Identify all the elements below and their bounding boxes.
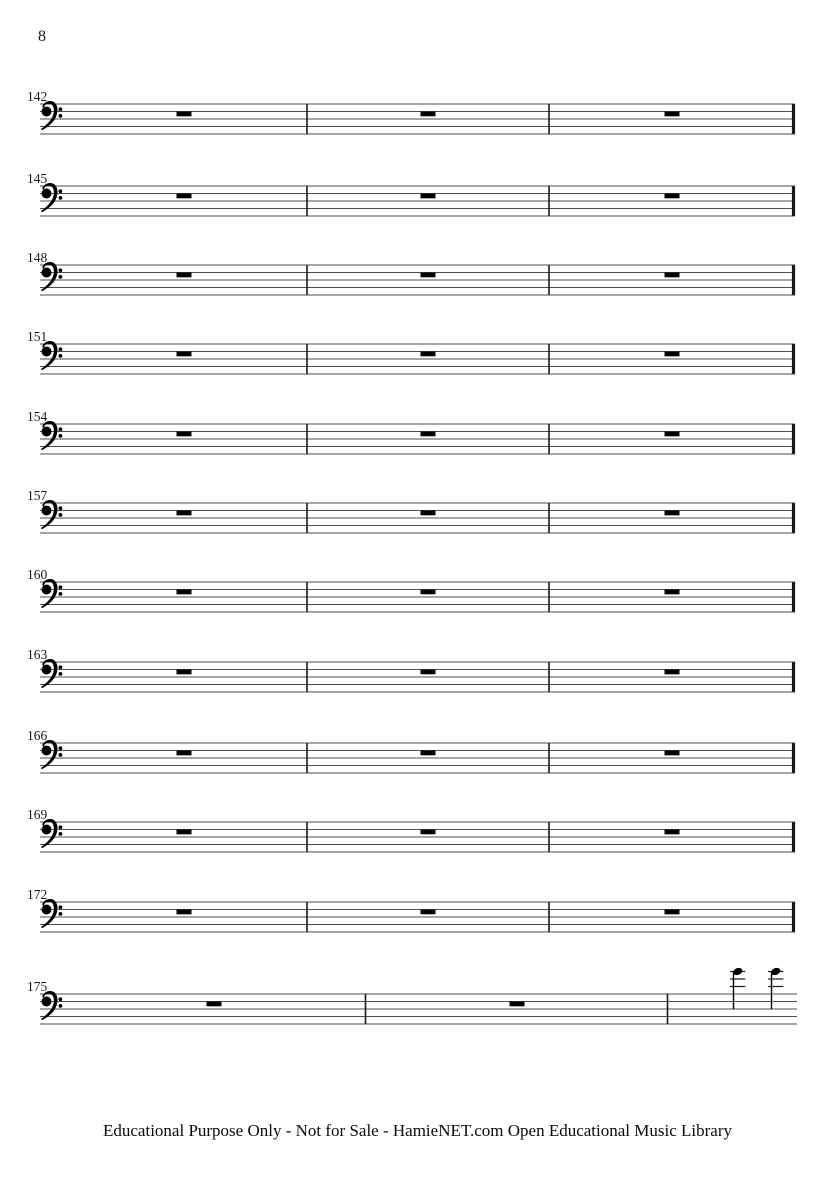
staff bbox=[0, 71, 835, 141]
staff bbox=[0, 311, 835, 381]
bass-clef-icon bbox=[41, 579, 62, 608]
staff-system-154 bbox=[0, 391, 835, 461]
whole-rest bbox=[421, 750, 436, 755]
staff bbox=[0, 391, 835, 461]
staff-system-157 bbox=[0, 470, 835, 540]
staff-system-166 bbox=[0, 710, 835, 780]
whole-rest bbox=[421, 431, 436, 436]
bass-clef-icon bbox=[41, 500, 62, 529]
whole-rest bbox=[421, 194, 436, 199]
measure-number: 154 bbox=[27, 408, 48, 424]
page-number: 8 bbox=[38, 28, 46, 45]
whole-rest bbox=[421, 590, 436, 595]
measure-number: 175 bbox=[27, 978, 48, 994]
measure-number: 142 bbox=[27, 89, 48, 104]
whole-rest bbox=[665, 272, 680, 277]
whole-rest bbox=[177, 830, 192, 835]
whole-rest bbox=[421, 669, 436, 674]
staff bbox=[0, 470, 835, 540]
bass-clef-icon bbox=[41, 262, 62, 291]
staff-system-148 bbox=[0, 232, 835, 302]
staff bbox=[0, 232, 835, 302]
whole-rest bbox=[177, 510, 192, 515]
staff-system-169 bbox=[0, 789, 835, 859]
staff bbox=[0, 549, 835, 619]
bass-clef-icon bbox=[41, 183, 62, 212]
bass-clef-icon bbox=[41, 659, 62, 688]
measure-number: 172 bbox=[27, 886, 48, 902]
whole-rest bbox=[177, 909, 192, 914]
whole-rest bbox=[177, 194, 192, 199]
whole-rest bbox=[510, 1001, 525, 1006]
whole-rest bbox=[421, 510, 436, 515]
whole-rest bbox=[665, 431, 680, 436]
whole-rest bbox=[665, 510, 680, 515]
whole-rest bbox=[177, 431, 192, 436]
whole-rest bbox=[665, 112, 680, 117]
measure-number: 169 bbox=[27, 807, 48, 822]
measure-number: 148 bbox=[27, 249, 48, 265]
staff bbox=[0, 710, 835, 780]
whole-rest bbox=[665, 750, 680, 755]
whole-rest bbox=[421, 909, 436, 914]
staff bbox=[0, 629, 835, 699]
whole-rest bbox=[177, 112, 192, 117]
bass-clef-icon bbox=[41, 421, 62, 450]
whole-rest bbox=[665, 669, 680, 674]
staff-system-175 bbox=[0, 961, 835, 1031]
whole-rest bbox=[177, 750, 192, 755]
staff bbox=[0, 961, 835, 1031]
whole-rest bbox=[177, 272, 192, 277]
whole-rest bbox=[421, 272, 436, 277]
whole-rest bbox=[665, 352, 680, 357]
bass-clef-icon bbox=[41, 991, 62, 1020]
staff bbox=[0, 789, 835, 859]
whole-rest bbox=[665, 590, 680, 595]
staff-system-145 bbox=[0, 153, 835, 223]
staff-system-163 bbox=[0, 629, 835, 699]
staff bbox=[0, 869, 835, 939]
whole-rest bbox=[421, 830, 436, 835]
whole-rest bbox=[665, 909, 680, 914]
measure-number: 166 bbox=[27, 727, 48, 743]
staff bbox=[0, 153, 835, 223]
whole-rest bbox=[421, 352, 436, 357]
bass-clef-icon bbox=[41, 899, 62, 928]
measure-number: 163 bbox=[27, 646, 48, 662]
bass-clef-icon bbox=[41, 740, 62, 769]
whole-rest bbox=[177, 669, 192, 674]
whole-rest bbox=[177, 352, 192, 357]
staff-system-142 bbox=[0, 71, 835, 141]
staff-system-172 bbox=[0, 869, 835, 939]
footer-text: Educational Purpose Only - Not for Sale - HamieNET.com Open Educational Music Library bbox=[103, 1121, 732, 1140]
whole-rest bbox=[665, 830, 680, 835]
measure-number: 151 bbox=[27, 329, 48, 344]
staff-system-160 bbox=[0, 549, 835, 619]
bass-clef-icon bbox=[41, 341, 62, 370]
bass-clef-icon bbox=[41, 819, 62, 848]
whole-rest bbox=[177, 590, 192, 595]
staff-system-151 bbox=[0, 311, 835, 381]
measure-number: 145 bbox=[27, 171, 48, 186]
bass-clef-icon bbox=[41, 101, 62, 130]
whole-rest bbox=[665, 194, 680, 199]
whole-rest bbox=[207, 1001, 222, 1006]
measure-number: 157 bbox=[27, 487, 48, 503]
measure-number: 160 bbox=[27, 567, 48, 582]
whole-rest bbox=[421, 112, 436, 117]
